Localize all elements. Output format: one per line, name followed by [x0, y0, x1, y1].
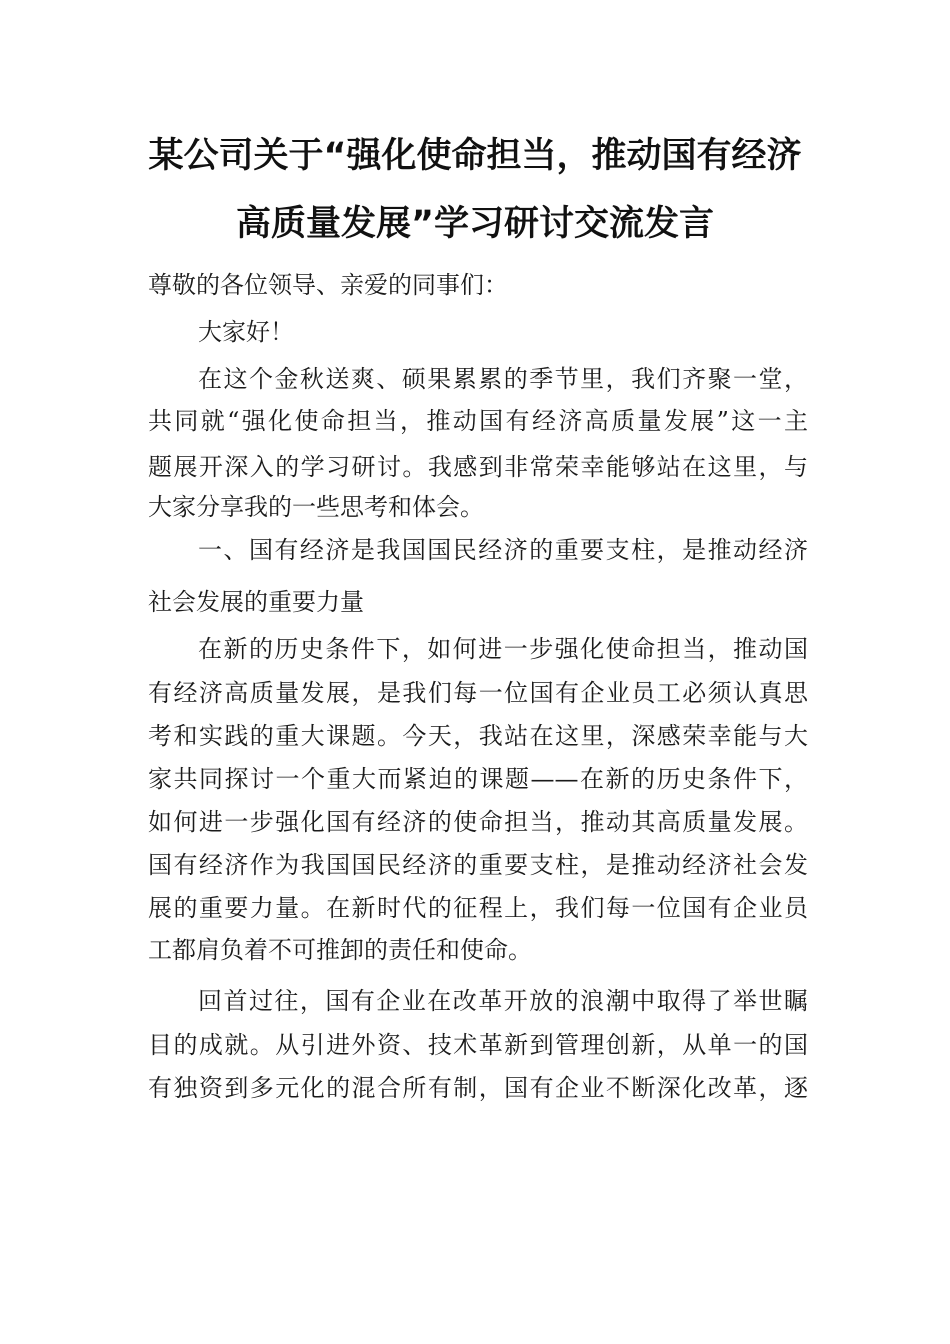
greeting: 大家好！: [198, 318, 294, 346]
paragraph-4-line-3: 有独资到多元化的混合所有制，国有企业不断深化改革，逐: [148, 1074, 808, 1102]
section-heading-line-1: 一、国有经济是我国国民经济的重要支柱，是推动经济: [198, 536, 808, 564]
paragraph-3-line-1: 在新的历史条件下，如何进一步强化使命担当，推动国: [198, 635, 808, 663]
paragraph-1-line-2: 共同就“强化使命担当，推动国有经济高质量发展”这一主: [148, 407, 808, 435]
paragraph-3-line-3: 考和实践的重大课题。今天，我站在这里，深感荣幸能与大: [148, 722, 808, 750]
paragraph-3-line-7: 展的重要力量。在新时代的征程上，我们每一位国有企业员: [148, 894, 808, 922]
paragraph-4-line-2: 目的成就。从引进外资、技术革新到管理创新，从单一的国: [148, 1031, 808, 1059]
salutation: 尊敬的各位领导、亲爱的同事们：: [148, 271, 508, 299]
document-title-line-1: 某公司关于“强化使命担当，推动国有经济: [148, 136, 802, 176]
paragraph-3-line-2: 有经济高质量发展，是我们每一位国有企业员工必须认真思: [148, 679, 808, 707]
paragraph-1-line-3: 题展开深入的学习研讨。我感到非常荣幸能够站在这里，与: [148, 453, 808, 481]
document-title-line-2: 高质量发展”学习研讨交流发言: [235, 204, 714, 244]
paragraph-1-line-4: 大家分享我的一些思考和体会。: [148, 493, 484, 521]
paragraph-1-line-1: 在这个金秋送爽、硕果累累的季节里，我们齐聚一堂，: [198, 365, 808, 393]
paragraph-3-line-5: 如何进一步强化国有经济的使命担当，推动其高质量发展。: [148, 808, 808, 836]
paragraph-3-line-4: 家共同探讨一个重大而紧迫的课题——在新的历史条件下，: [148, 765, 808, 793]
paragraph-4-line-1: 回首过往，国有企业在改革开放的浪潮中取得了举世瞩: [198, 987, 808, 1015]
section-heading-line-2: 社会发展的重要力量: [148, 588, 364, 616]
paragraph-3-line-6: 国有经济作为我国国民经济的重要支柱，是推动经济社会发: [148, 851, 808, 879]
paragraph-3-line-8: 工都肩负着不可推卸的责任和使命。: [148, 936, 532, 964]
